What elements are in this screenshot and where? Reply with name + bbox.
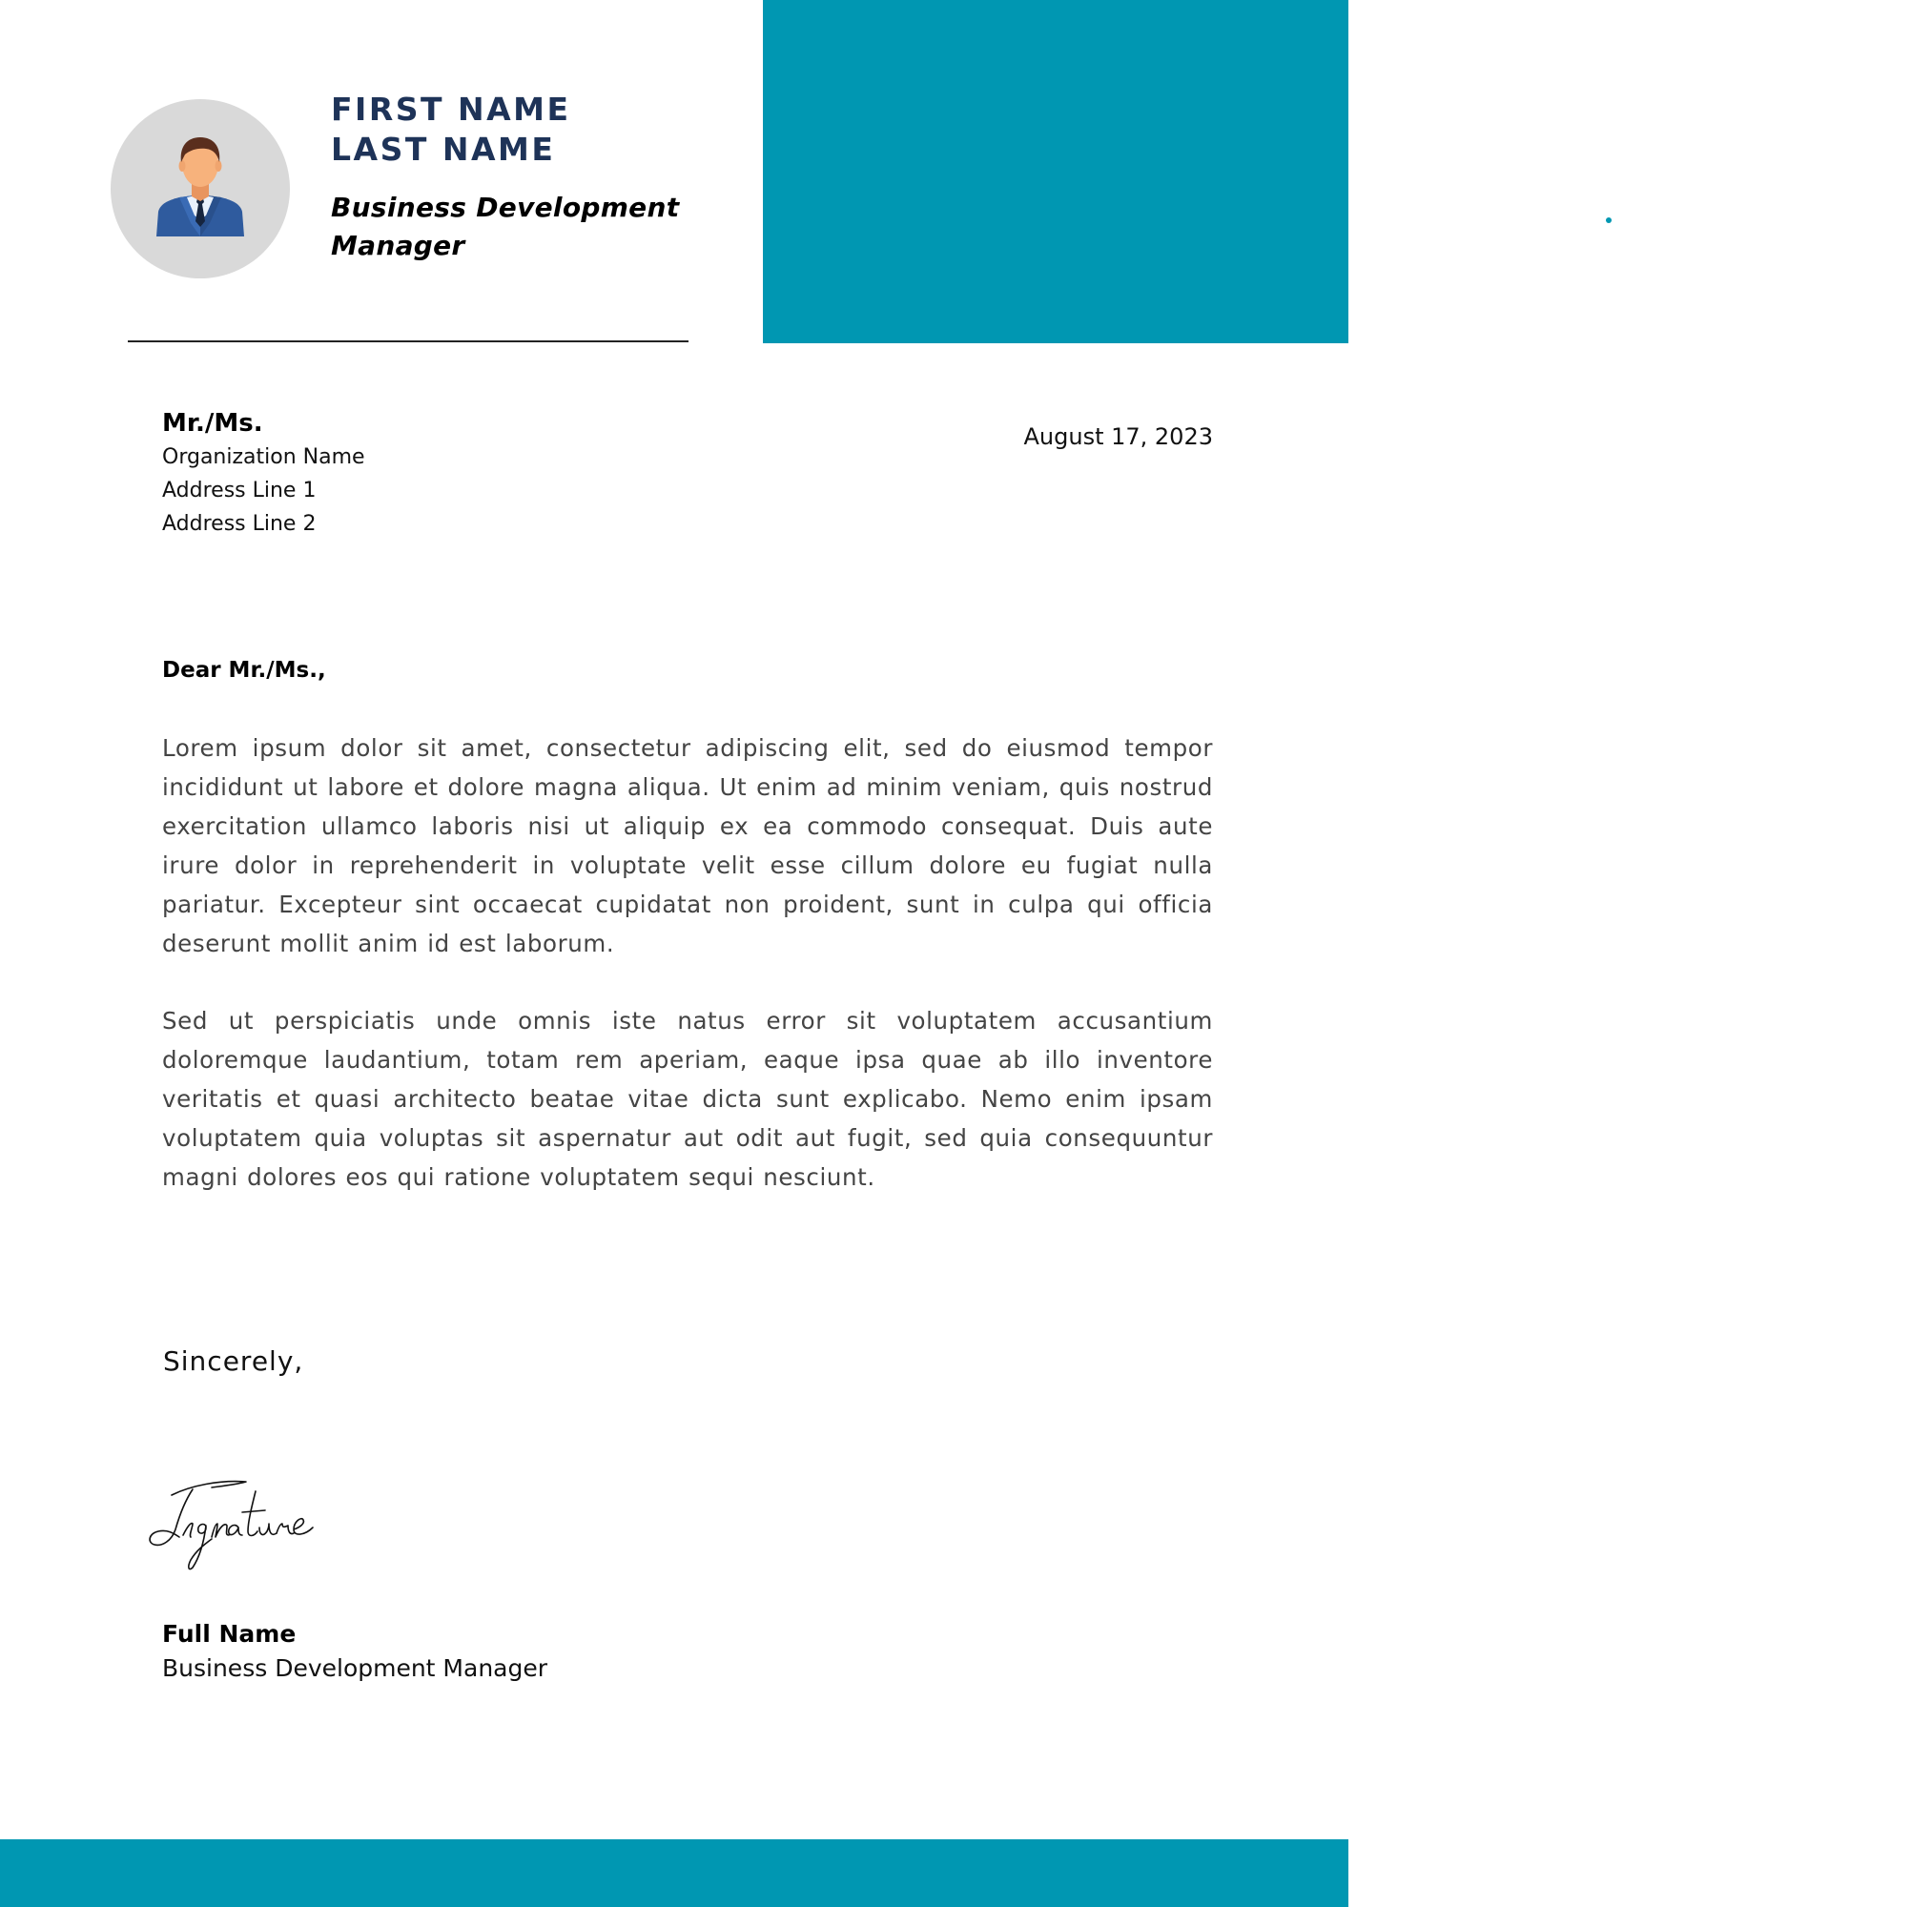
body-paragraph-1: Lorem ipsum dolor sit amet, consectetur adipiscing elit, sed do eiusmod tempor incididunt ut labore et dolore magna aliqua. Ut enim ad minim veniam, quis nostrud exercitation ullamco laboris nisi ut aliquip ex ea commodo consequat. Duis aute irure dolor in reprehenderit in voluptate velit esse cillum dolore eu fugiat nulla pariatur. Excepteur sint occaecat cupidatat non proident, sunt in culpa qui officia deserunt mollit anim id est laborum. <box>162 734 1213 957</box>
job-title-line-2: Manager <box>331 230 465 261</box>
contact-phone <box>1600 118 1932 160</box>
signature-image <box>143 1468 362 1577</box>
salutation: Dear Mr./Ms., <box>162 658 326 683</box>
signer-name: Full Name <box>162 1620 297 1648</box>
handwritten-signature-icon <box>143 1468 362 1573</box>
recipient-block <box>162 406 365 541</box>
businessman-avatar-icon <box>111 99 290 278</box>
avatar <box>111 99 290 278</box>
job-title <box>331 189 679 265</box>
header-divider <box>128 340 689 342</box>
letter-date: August 17, 2023 <box>1023 423 1213 450</box>
phone-icon <box>1600 127 1629 152</box>
signer-block <box>162 1617 547 1686</box>
footer-accent-band <box>0 1839 1348 1907</box>
signer-title: Business Development Manager <box>162 1654 548 1682</box>
contact-address <box>1600 198 1932 248</box>
email-icon <box>1600 169 1629 194</box>
closing: Sincerely, <box>163 1345 304 1377</box>
contact-email-text: hello@reallygreatsite.com <box>1650 169 1932 194</box>
name-block <box>331 90 679 265</box>
last-name: LAST NAME <box>331 131 556 168</box>
body-paragraph-2: Sed ut perspiciatis unde omnis iste natus error sit voluptatem accusantium doloremque laudantium, totam rem aperiam, eaque ipsa quae ab illo inventore veritatis et quasi architecto beatae vitae dicta sunt explicabo. Nemo enim ipsam voluptatem quia voluptas sit aspernatur aut odit aut fugit, sed quia consequuntur magni dolores eos qui ratione voluptatem sequi nesciunt. <box>162 1007 1213 1191</box>
recipient-organization: Organization Name <box>162 445 365 469</box>
contact-address-text: 123 Anywhere St., Any City, ST 12345 <box>1641 198 1888 248</box>
recipient-title: Mr./Ms. <box>162 409 263 438</box>
job-title-line-1: Business Development <box>331 192 680 223</box>
location-pin-icon <box>1600 211 1620 236</box>
contact-list <box>1600 118 1932 248</box>
contact-phone-text: 123-456-7890 <box>1650 127 1803 152</box>
header-accent-band <box>763 0 1932 343</box>
recipient-address-line-2: Address Line 2 <box>162 512 317 536</box>
recipient-address-line-1: Address Line 1 <box>162 479 317 502</box>
contact-email <box>1600 160 1932 202</box>
first-name: FIRST NAME <box>331 91 571 128</box>
